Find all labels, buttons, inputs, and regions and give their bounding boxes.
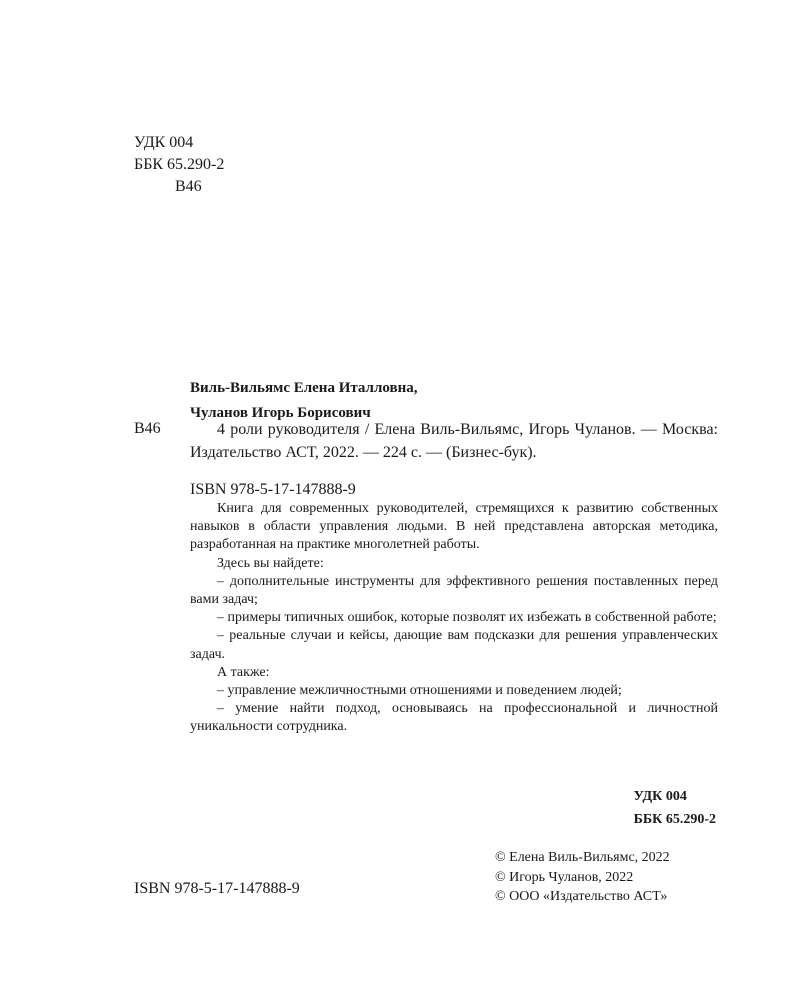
- annotation-here-heading: Здесь вы найдете:: [217, 555, 324, 571]
- isbn-record: ISBN 978-5-17-147888-9: [190, 481, 356, 498]
- annotation-item: – реальные случаи и кейсы, дающие вам подсказки для решения управленческих задач.: [190, 628, 718, 662]
- copyright-line: © Игорь Чуланов, 2022: [495, 869, 634, 885]
- annotation-item: – умение найти подход, основываясь на профессиональной и личностной уникальности сотрудника.: [190, 701, 718, 735]
- author-line-2: Чуланов Игорь Борисович: [190, 405, 371, 421]
- copyright-line: © Елена Виль-Вильямс, 2022: [495, 850, 670, 865]
- isbn-bottom: ISBN 978-5-17-147888-9: [134, 880, 300, 897]
- header-bbk: ББК 65.290-2: [134, 156, 225, 173]
- annotation-item: – управление межличностными отношениями и поведением людей;: [217, 683, 622, 699]
- classification-bbk: ББК 65.290-2: [633, 812, 716, 827]
- author-line-1: Виль-Вильямс Елена Италловна,: [190, 380, 418, 396]
- header-udk: УДК 004: [134, 134, 194, 151]
- side-author-mark: В46: [134, 420, 161, 437]
- classification-udk: УДК 004: [633, 789, 687, 804]
- header-author-mark: В46: [175, 178, 202, 195]
- annotation-intro: Книга для современных руководителей, стремящихся к развитию собственных навыков в области управления людьми. В ней представлена авторская методика, разработанная на практике многолетней работы.: [190, 501, 718, 553]
- bibliographic-text: 4 роли руководителя / Елена Виль-Вильямс, Игорь Чуланов. — Москва: Издательство АСТ, 2022. — 224 с. — (Бизнес-бук).: [190, 421, 718, 461]
- annotation-item: – примеры типичных ошибок, которые позволят их избежать в собственной работе;: [217, 610, 717, 626]
- copyright-block: [495, 848, 670, 907]
- copyright-line: © ООО «Издательство АСТ»: [495, 889, 668, 904]
- bibliographic-record: [190, 418, 718, 464]
- annotation: [190, 500, 718, 737]
- annotation-also-heading: А также:: [217, 664, 270, 680]
- annotation-item: – дополнительные инструменты для эффективного решения поставленных перед вами задач;: [190, 573, 718, 608]
- classification-codes: [634, 785, 716, 831]
